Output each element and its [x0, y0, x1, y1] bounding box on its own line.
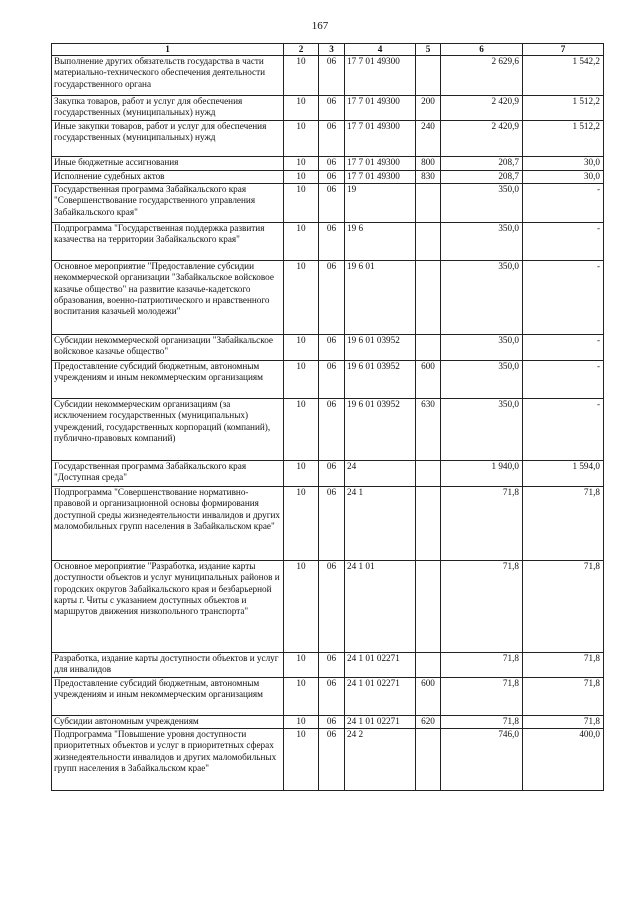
amount-year-2: -: [523, 261, 604, 335]
section-code: 10: [284, 461, 319, 487]
subsection-code: 06: [319, 261, 345, 335]
subsection-code: 06: [319, 653, 345, 678]
amount-year-1: 71,8: [441, 678, 523, 716]
table-row: [52, 223, 604, 261]
row-description: Закупка товаров, работ и услуг для обеспечения государственных (муниципальных) нужд: [52, 96, 284, 121]
expense-type-code: [416, 653, 441, 678]
header-cell: 6: [441, 44, 523, 56]
expense-type-code: 200: [416, 96, 441, 121]
amount-year-1: 2 420,9: [441, 121, 523, 157]
amount-year-1: 350,0: [441, 335, 523, 361]
target-article-code: 17 7 01 49300: [345, 96, 416, 121]
table-row: [52, 487, 604, 561]
target-article-code: 17 7 01 49300: [345, 157, 416, 171]
header-cell: 2: [284, 44, 319, 56]
row-description: Подпрограмма "Государственная поддержка развития казачества на территории Забайкальского края": [52, 223, 284, 261]
table-row: [52, 729, 604, 791]
amount-year-1: 71,8: [441, 487, 523, 561]
section-code: 10: [284, 171, 319, 184]
amount-year-1: 2 420,9: [441, 96, 523, 121]
expense-type-code: 600: [416, 361, 441, 399]
expense-type-code: [416, 729, 441, 791]
table-row: [52, 561, 604, 653]
row-description: Субсидии автономным учреждениям: [52, 716, 284, 729]
subsection-code: 06: [319, 96, 345, 121]
table-body: [52, 56, 604, 791]
table-row: [52, 335, 604, 361]
section-code: 10: [284, 261, 319, 335]
amount-year-1: 71,8: [441, 561, 523, 653]
amount-year-2: 1 512,2: [523, 96, 604, 121]
row-description: Иные бюджетные ассигнования: [52, 157, 284, 171]
amount-year-1: 350,0: [441, 223, 523, 261]
target-article-code: 24: [345, 461, 416, 487]
amount-year-1: 350,0: [441, 399, 523, 461]
amount-year-2: 1 594,0: [523, 461, 604, 487]
row-description: Подпрограмма "Совершенствование нормативно-правовой и организационной основы формирования доступной среды жизнедеятельности инвалидов и других маломобильных групп населения в Забайкальском крае": [52, 487, 284, 561]
target-article-code: 24 1 01: [345, 561, 416, 653]
subsection-code: 06: [319, 56, 345, 96]
expense-type-code: [416, 184, 441, 223]
row-description: Подпрограмма "Повышение уровня доступности приоритетных объектов и услуг в приоритетных сферах жизнедеятельности инвалидов и других маломобильных групп населения в Забайкальском крае": [52, 729, 284, 791]
row-description: Выполнение других обязательств государства в части материально-технического обеспечения деятельности государственного органа: [52, 56, 284, 96]
target-article-code: 17 7 01 49300: [345, 171, 416, 184]
expense-type-code: 830: [416, 171, 441, 184]
table-row: [52, 121, 604, 157]
header-row: [52, 44, 604, 56]
row-description: Исполнение судебных актов: [52, 171, 284, 184]
expense-type-code: [416, 461, 441, 487]
expense-type-code: 630: [416, 399, 441, 461]
subsection-code: 06: [319, 716, 345, 729]
target-article-code: 24 2: [345, 729, 416, 791]
row-description: Иные закупки товаров, работ и услуг для обеспечения государственных (муниципальных) нужд: [52, 121, 284, 157]
target-article-code: 17 7 01 49300: [345, 121, 416, 157]
header-cell: 7: [523, 44, 604, 56]
header-cell: 4: [345, 44, 416, 56]
expense-type-code: [416, 56, 441, 96]
expense-type-code: [416, 261, 441, 335]
table-row: [52, 261, 604, 335]
target-article-code: 19 6 01 03952: [345, 361, 416, 399]
amount-year-1: 746,0: [441, 729, 523, 791]
amount-year-2: -: [523, 184, 604, 223]
expense-type-code: 800: [416, 157, 441, 171]
target-article-code: 24 1 01 02271: [345, 678, 416, 716]
subsection-code: 06: [319, 461, 345, 487]
subsection-code: 06: [319, 335, 345, 361]
target-article-code: 19 6 01: [345, 261, 416, 335]
table-row: [52, 361, 604, 399]
subsection-code: 06: [319, 184, 345, 223]
row-description: Государственная программа Забайкальского края "Совершенствование государственного управления Забайкальского края": [52, 184, 284, 223]
amount-year-2: -: [523, 399, 604, 461]
amount-year-2: 30,0: [523, 157, 604, 171]
table-row: [52, 171, 604, 184]
section-code: 10: [284, 653, 319, 678]
target-article-code: 19 6 01 03952: [345, 399, 416, 461]
section-code: 10: [284, 399, 319, 461]
target-article-code: 19 6: [345, 223, 416, 261]
table-row: [52, 184, 604, 223]
amount-year-1: 208,7: [441, 171, 523, 184]
table-row: [52, 96, 604, 121]
section-code: 10: [284, 335, 319, 361]
amount-year-1: 71,8: [441, 653, 523, 678]
amount-year-1: 1 940,0: [441, 461, 523, 487]
section-code: 10: [284, 157, 319, 171]
table-row: [52, 56, 604, 96]
expense-type-code: 240: [416, 121, 441, 157]
row-description: Основное мероприятие "Разработка, издание карты доступности объектов и услуг муниципальных районов и городских округов Забайкальского края и безбарьерной карты г. Читы с указанием доступных объектов и маршрутов движения низкопольного транспорта": [52, 561, 284, 653]
expense-type-code: [416, 223, 441, 261]
target-article-code: 24 1 01 02271: [345, 653, 416, 678]
amount-year-2: -: [523, 361, 604, 399]
table-row: [52, 157, 604, 171]
amount-year-1: 208,7: [441, 157, 523, 171]
subsection-code: 06: [319, 487, 345, 561]
table-row: [52, 678, 604, 716]
amount-year-2: 71,8: [523, 487, 604, 561]
amount-year-2: 30,0: [523, 171, 604, 184]
row-description: Государственная программа Забайкальского края "Доступная среда": [52, 461, 284, 487]
expense-type-code: 620: [416, 716, 441, 729]
amount-year-2: -: [523, 335, 604, 361]
subsection-code: 06: [319, 171, 345, 184]
subsection-code: 06: [319, 399, 345, 461]
table-row: [52, 716, 604, 729]
subsection-code: 06: [319, 561, 345, 653]
section-code: 10: [284, 184, 319, 223]
header-cell: 3: [319, 44, 345, 56]
amount-year-2: 1 542,2: [523, 56, 604, 96]
target-article-code: 24 1 01 02271: [345, 716, 416, 729]
section-code: 10: [284, 561, 319, 653]
expense-type-code: [416, 561, 441, 653]
amount-year-1: 2 629,6: [441, 56, 523, 96]
amount-year-2: 71,8: [523, 653, 604, 678]
section-code: 10: [284, 678, 319, 716]
target-article-code: 19: [345, 184, 416, 223]
table-row: [52, 399, 604, 461]
row-description: Разработка, издание карты доступности объектов и услуг для инвалидов: [52, 653, 284, 678]
subsection-code: 06: [319, 223, 345, 261]
amount-year-2: 71,8: [523, 561, 604, 653]
amount-year-1: 350,0: [441, 261, 523, 335]
subsection-code: 06: [319, 157, 345, 171]
section-code: 10: [284, 361, 319, 399]
section-code: 10: [284, 121, 319, 157]
amount-year-1: 350,0: [441, 361, 523, 399]
amount-year-1: 350,0: [441, 184, 523, 223]
subsection-code: 06: [319, 729, 345, 791]
target-article-code: 19 6 01 03952: [345, 335, 416, 361]
expense-type-code: [416, 335, 441, 361]
budget-table: [51, 43, 604, 791]
target-article-code: 17 7 01 49300: [345, 56, 416, 96]
subsection-code: 06: [319, 361, 345, 399]
section-code: 10: [284, 729, 319, 791]
amount-year-1: 71,8: [441, 716, 523, 729]
target-article-code: 24 1: [345, 487, 416, 561]
subsection-code: 06: [319, 678, 345, 716]
row-description: Предоставление субсидий бюджетным, автономным учреждениям и иным некоммерческим организациям: [52, 361, 284, 399]
section-code: 10: [284, 96, 319, 121]
row-description: Субсидии некоммерческим организациям (за исключением государственных (муниципальных) учреждений, государственных корпораций (компаний), публично-правовых компаний): [52, 399, 284, 461]
row-description: Основное мероприятие "Предоставление субсидии некоммерческой организации "Забайкальское войсковое казачье общество" на развитие казачье-кадетского образования, военно-патриотического и нравственного воспитания казачьей молодежи": [52, 261, 284, 335]
header-cell: 5: [416, 44, 441, 56]
amount-year-2: 1 512,2: [523, 121, 604, 157]
row-description: Субсидии некоммерческой организации "Забайкальское войсковое казачье общество": [52, 335, 284, 361]
table-row: [52, 461, 604, 487]
amount-year-2: 71,8: [523, 716, 604, 729]
amount-year-2: 400,0: [523, 729, 604, 791]
section-code: 10: [284, 223, 319, 261]
expense-type-code: 600: [416, 678, 441, 716]
section-code: 10: [284, 487, 319, 561]
page-number: 167: [311, 20, 329, 32]
header-cell: 1: [52, 44, 284, 56]
section-code: 10: [284, 716, 319, 729]
row-description: Предоставление субсидий бюджетным, автономным учреждениям и иным некоммерческим организациям: [52, 678, 284, 716]
table-row: [52, 653, 604, 678]
subsection-code: 06: [319, 121, 345, 157]
expense-type-code: [416, 487, 441, 561]
amount-year-2: 71,8: [523, 678, 604, 716]
amount-year-2: -: [523, 223, 604, 261]
section-code: 10: [284, 56, 319, 96]
